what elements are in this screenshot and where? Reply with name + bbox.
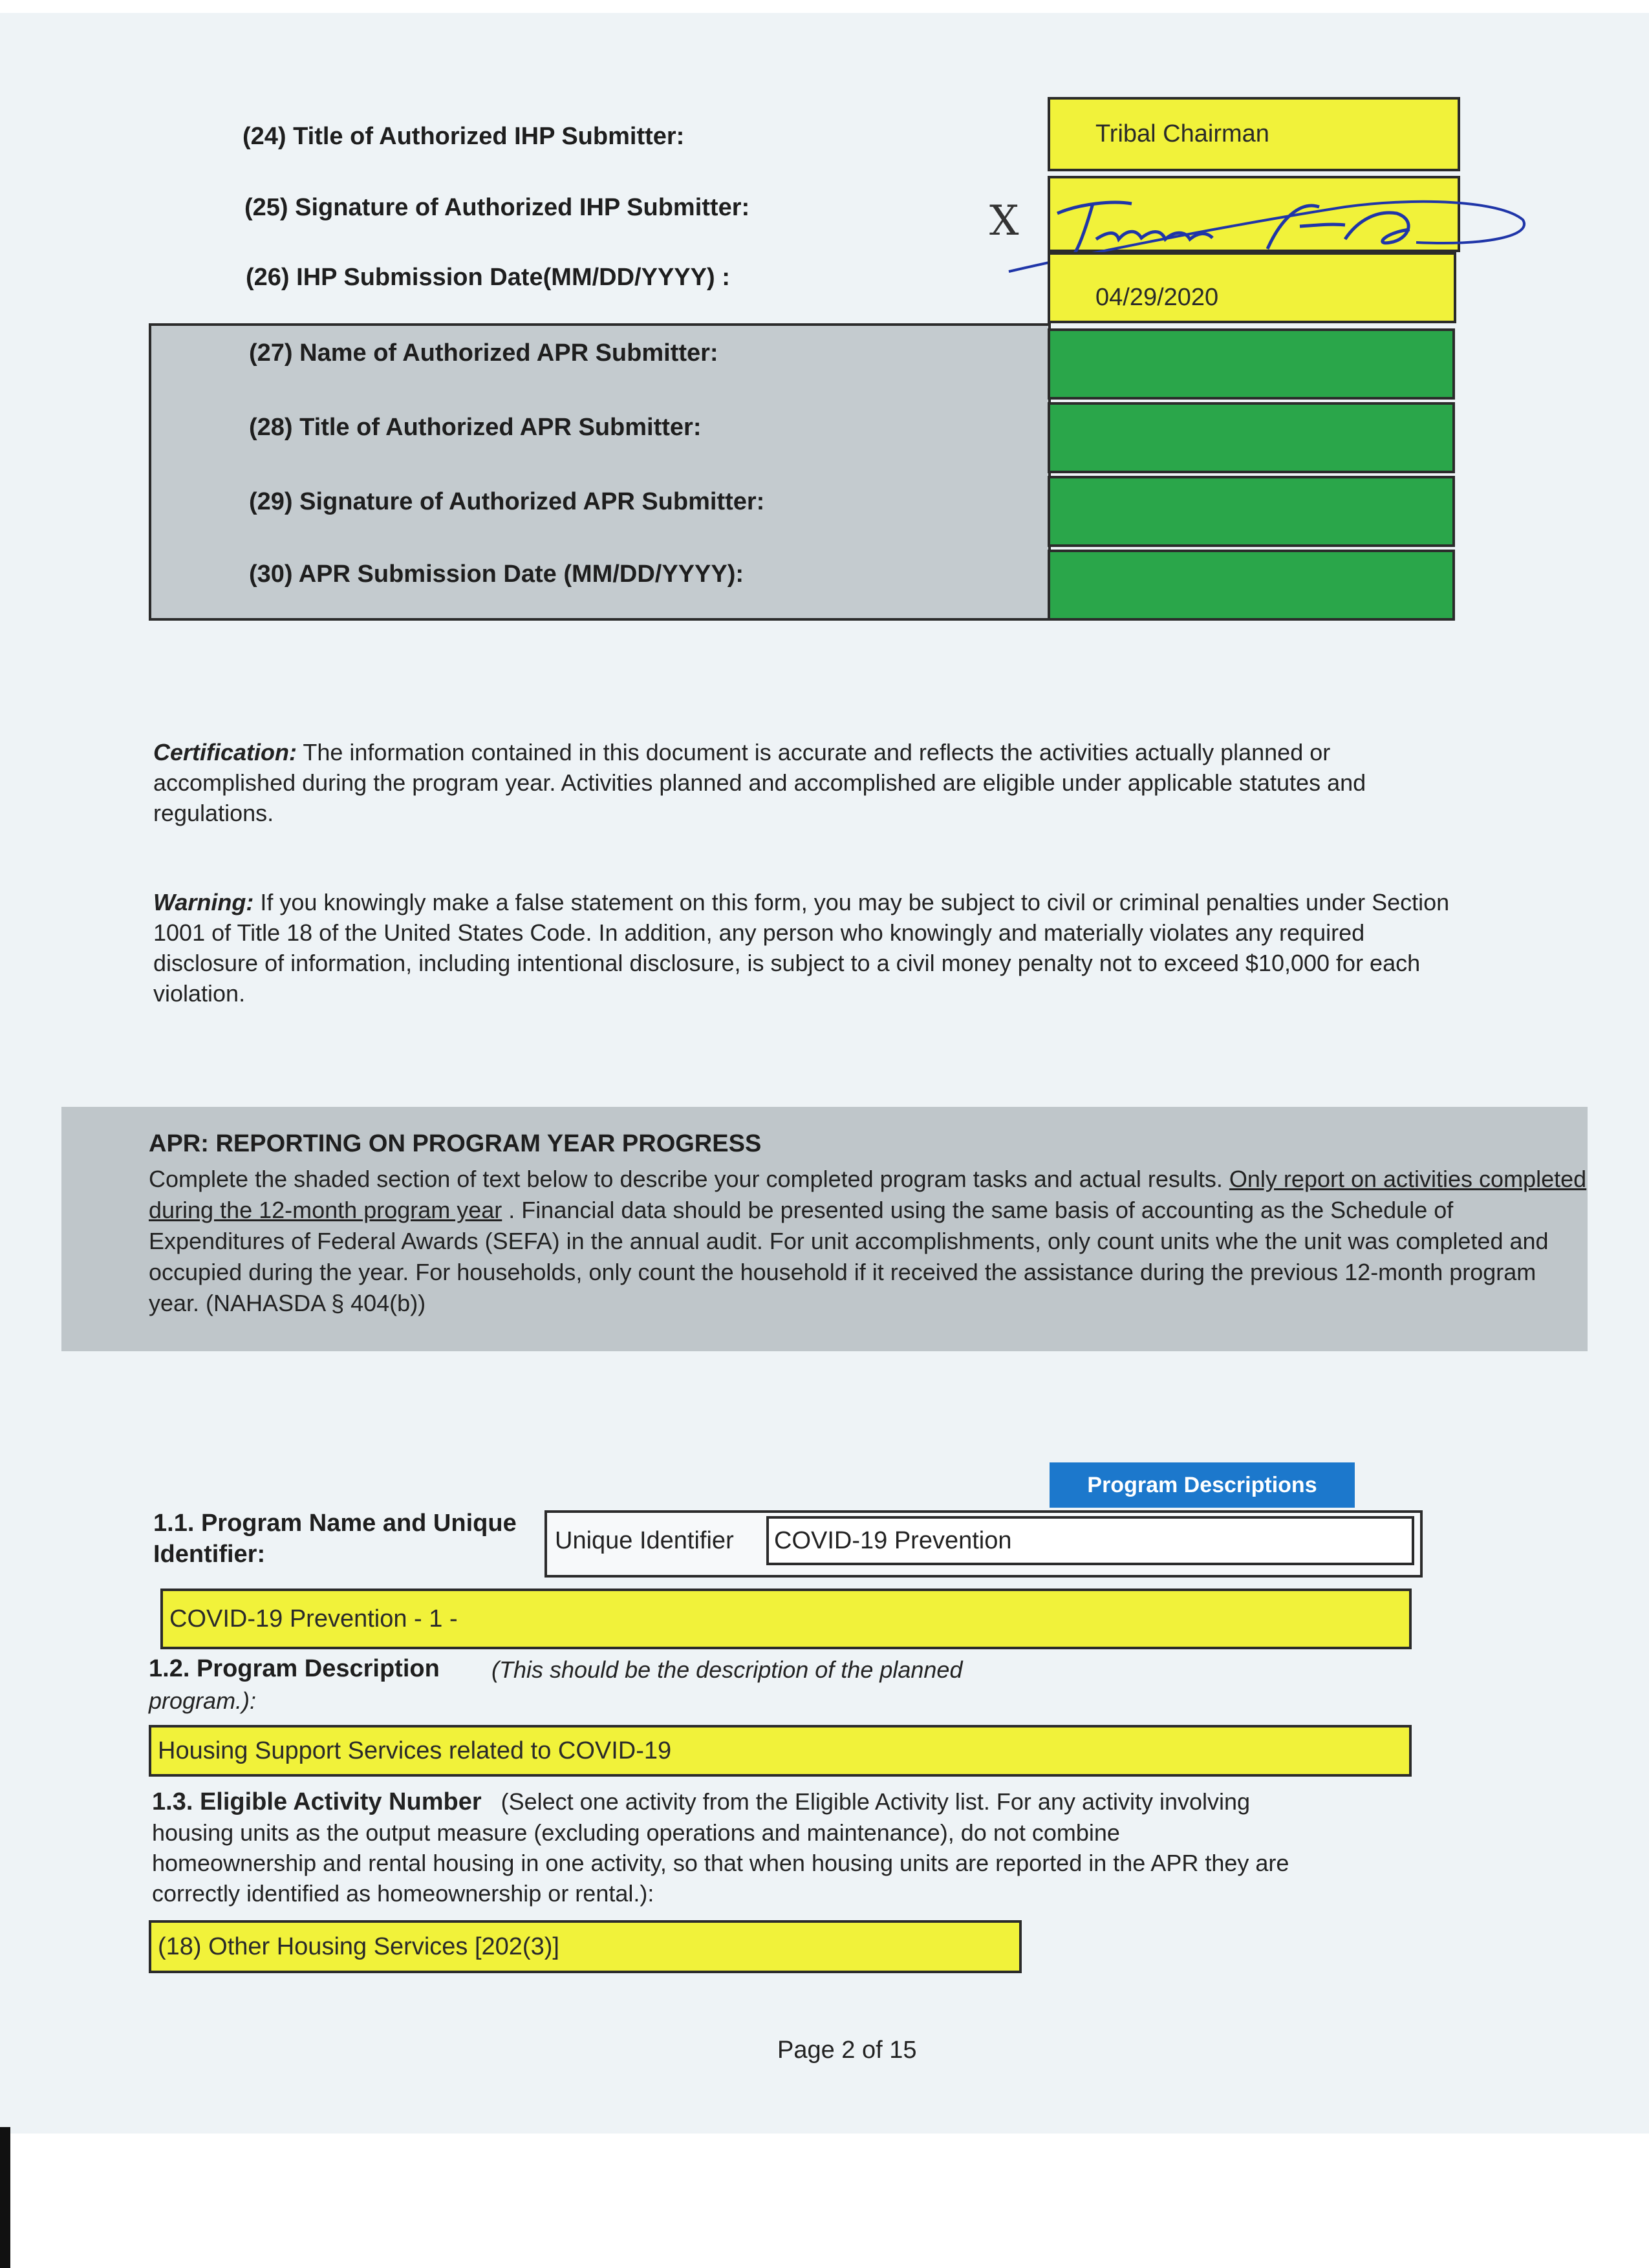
signature-x-mark: X (989, 197, 1019, 245)
ihp-title-field[interactable] (1048, 97, 1460, 171)
apr-signature-field[interactable] (1048, 476, 1455, 547)
ihp-signature-label: (25) Signature of Authorized IHP Submitter: (244, 194, 750, 221)
apr-title-field[interactable] (1048, 402, 1455, 473)
unique-identifier-label: Unique Identifier (555, 1527, 734, 1554)
ihp-title-value: Tribal Chairman (1095, 120, 1269, 147)
apr-text-part-3: the unit was completed and occupied during the year. For households, only count the household if it received the assistance during the previous 12-month program year. (NAHASDA § 404(b)) (149, 1228, 1549, 1316)
certification-lead: Certification: (153, 739, 297, 765)
program-name-heading: 1.1. Program Name and Unique Identifier: (153, 1510, 517, 1568)
apr-date-label: (30) APR Submission Date (MM/DD/YYYY): (249, 561, 744, 588)
unique-identifier-field[interactable] (766, 1516, 1414, 1565)
apr-name-label: (27) Name of Authorized APR Submitter: (249, 339, 718, 367)
ihp-title-label: (24) Title of Authorized IHP Submitter: (242, 123, 685, 150)
program-description-value: Housing Support Services related to COVID-19 (158, 1737, 672, 1764)
eligible-activity-heading: 1.3. Eligible Activity Number (152, 1788, 482, 1815)
certification-text: The information contained in this document is accurate and reflects the activities actually planned or accomplished during the program year. Activities planned and accomplished are eligible under applicable statutes and regulations. (153, 739, 1366, 826)
apr-title-label: (28) Title of Authorized APR Submitter: (249, 414, 702, 441)
apr-date-field[interactable] (1048, 550, 1455, 621)
warning-text: If you knowingly make a false statement on this form, you may be subject to civil or criminal penalties under Section 1001 of Title 18 of the United States Code. In addition, any person who knowingly and materially violates any required disclosure of information, including intentional disclosure, is subject to a civil money penalty not to exceed $10,000 for each violation. (153, 889, 1450, 1007)
page-number: Page 2 of 15 (777, 2037, 917, 2064)
program-descriptions-button[interactable]: Program Descriptions (1050, 1462, 1355, 1508)
program-description-note-2: program.): (149, 1687, 257, 1714)
certification-paragraph (153, 737, 1460, 828)
scan-edge (0, 2127, 10, 2268)
program-description-heading: 1.2. Program Description (149, 1655, 440, 1682)
ihp-date-value: 04/29/2020 (1095, 283, 1219, 311)
program-name-field[interactable] (160, 1589, 1412, 1649)
program-name-value: COVID-19 Prevention - 1 - (169, 1605, 458, 1632)
apr-section-title: APR: REPORTING ON PROGRAM YEAR PROGRESS (149, 1130, 762, 1157)
apr-signature-label: (29) Signature of Authorized APR Submitter: (249, 488, 765, 515)
apr-text-underlined: Only report on activities completed during the 12-month program year (149, 1166, 1587, 1223)
apr-text-part-1: Complete the shaded section of text below to describe your completed program tasks and actual results. (149, 1166, 1229, 1192)
eligible-activity-paragraph (152, 1786, 1290, 1909)
apr-name-field[interactable] (1048, 328, 1455, 400)
warning-lead: Warning: (153, 889, 254, 915)
eligible-activity-value: (18) Other Housing Services [202(3)] (158, 1932, 559, 1960)
eligible-activity-field[interactable] (149, 1920, 1022, 1973)
unique-identifier-value: COVID-19 Prevention (774, 1526, 1012, 1554)
warning-paragraph (153, 887, 1472, 1009)
program-description-field[interactable] (149, 1725, 1412, 1777)
eligible-activity-note: (Select one activity from the Eligible Activity list. For any activity involving housing units as the output measure (excluding operations and maintenance), do not combine homeownership and rental housing in one activity, so that when housing units are reported in the APR they are correctly identified as homeownership or rental.): (152, 1788, 1289, 1907)
ihp-date-field[interactable] (1048, 252, 1456, 323)
program-description-note: (This should be the description of the planned (491, 1656, 963, 1683)
apr-instructions-text (149, 1164, 1591, 1319)
ihp-date-label: (26) IHP Submission Date(MM/DD/YYYY) : (246, 264, 730, 291)
apr-text-part-2: . Financial data should be presented using the same basis of accounting as the Schedule of Expenditures of Federal Awards (SEFA) in the annual audit. For unit accomplishments, only count units whe (149, 1197, 1454, 1254)
